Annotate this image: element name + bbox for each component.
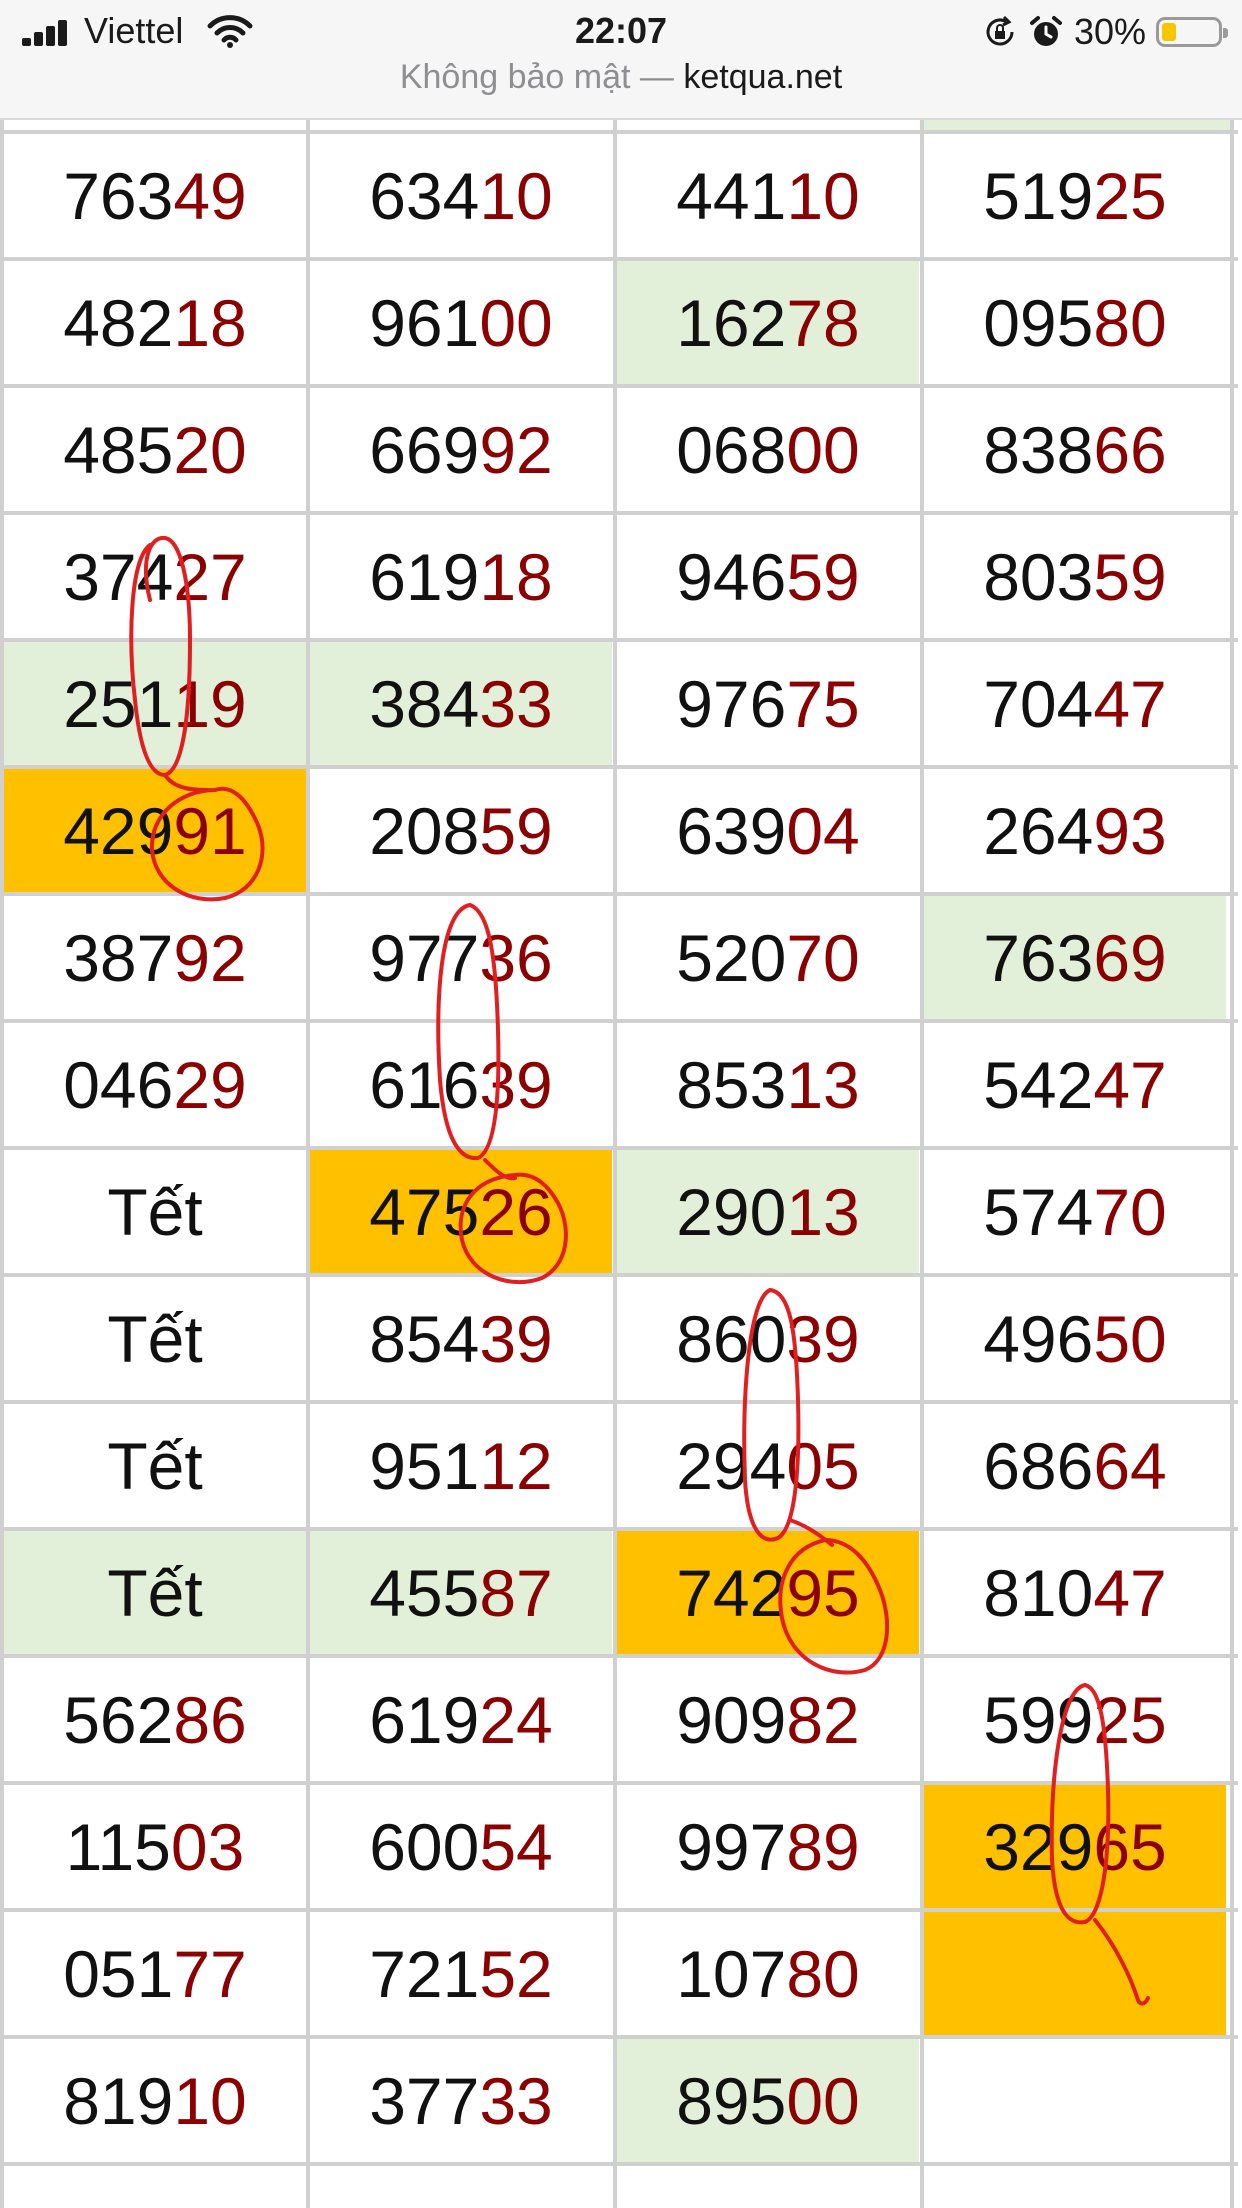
number-prefix: 686 — [983, 1428, 1094, 1503]
result-cell — [617, 515, 919, 638]
number-last-two-digits: 82 — [786, 1682, 860, 1757]
number-prefix: 961 — [369, 285, 480, 360]
number-prefix: 384 — [369, 666, 480, 741]
result-cell — [924, 2039, 1226, 2162]
result-cell — [924, 642, 1226, 765]
number-prefix: 997 — [676, 1809, 787, 1884]
number-prefix: 519 — [983, 158, 1094, 233]
number-prefix: 803 — [983, 539, 1094, 614]
result-cell — [4, 896, 306, 1019]
number-prefix: 860 — [676, 1301, 787, 1376]
url-host: ketqua.net — [683, 58, 843, 96]
number-last-two-digits: 29 — [173, 1047, 247, 1122]
number-last-two-digits: 04 — [786, 793, 860, 868]
result-cell — [4, 1912, 306, 2035]
number-last-two-digits: 39 — [479, 1047, 553, 1122]
result-cell — [924, 1531, 1226, 1654]
number-last-two-digits: 19 — [173, 666, 247, 741]
number-last-two-digits: 13 — [786, 1047, 860, 1122]
result-cell — [4, 1531, 306, 1654]
number-prefix: 429 — [63, 793, 174, 868]
number-last-two-digits: 25 — [1093, 1682, 1167, 1757]
number-last-two-digits: 13 — [786, 1174, 860, 1249]
number-prefix: 951 — [369, 1428, 480, 1503]
number-last-two-digits: 80 — [786, 1936, 860, 2011]
result-cell — [924, 896, 1226, 1019]
number-prefix: 068 — [676, 412, 787, 487]
number-last-two-digits: 69 — [1093, 920, 1167, 995]
result-cell — [617, 1277, 919, 1400]
result-cell — [4, 261, 306, 384]
number-last-two-digits: 10 — [786, 158, 860, 233]
number-prefix: 946 — [676, 539, 787, 614]
number-last-two-digits: 66 — [1093, 412, 1167, 487]
result-cell — [924, 1785, 1226, 1908]
result-cell — [617, 1912, 919, 2035]
number-last-two-digits: 77 — [173, 1936, 247, 2011]
result-cell — [310, 388, 612, 511]
number-prefix: 387 — [63, 920, 174, 995]
not-secure-label: Không bảo mật — — [399, 58, 674, 96]
number-last-two-digits: 00 — [786, 412, 860, 487]
result-cell — [617, 1150, 919, 1273]
result-cell — [924, 134, 1226, 257]
result-cell — [617, 642, 919, 765]
number-last-two-digits: 87 — [479, 1555, 553, 1630]
result-cell — [4, 134, 306, 257]
number-prefix: Tết — [107, 1301, 203, 1376]
number-prefix: 482 — [63, 285, 174, 360]
number-prefix: 704 — [983, 666, 1094, 741]
number-last-two-digits: 25 — [1093, 158, 1167, 233]
result-cell — [4, 388, 306, 511]
number-last-two-digits: 50 — [1093, 1301, 1167, 1376]
number-last-two-digits: 64 — [1093, 1428, 1167, 1503]
number-prefix: 485 — [63, 412, 174, 487]
number-last-two-digits: 18 — [479, 539, 553, 614]
result-cell — [924, 1658, 1226, 1781]
number-prefix: 977 — [369, 920, 480, 995]
number-last-two-digits: 05 — [786, 1428, 860, 1503]
number-last-two-digits: 89 — [786, 1809, 860, 1884]
number-last-two-digits: 33 — [479, 666, 553, 741]
number-prefix: 600 — [369, 1809, 480, 1884]
number-prefix: 542 — [983, 1047, 1094, 1122]
number-prefix: 810 — [983, 1555, 1094, 1630]
alarm-icon — [1028, 14, 1064, 50]
number-prefix: 441 — [676, 158, 787, 233]
result-cell — [310, 261, 612, 384]
number-last-two-digits: 18 — [173, 285, 247, 360]
number-last-two-digits: 26 — [479, 1174, 553, 1249]
number-last-two-digits: 70 — [786, 920, 860, 995]
results-table — [0, 120, 1242, 2208]
number-prefix: 599 — [983, 1682, 1094, 1757]
result-cell — [924, 1150, 1226, 1273]
number-prefix: Tết — [107, 1428, 203, 1503]
result-cell — [4, 769, 306, 892]
number-prefix: 520 — [676, 920, 787, 995]
address-bar[interactable] — [0, 58, 1242, 97]
number-last-two-digits: 92 — [479, 412, 553, 487]
number-prefix: 562 — [63, 1682, 174, 1757]
result-cell — [4, 1404, 306, 1527]
number-prefix: 264 — [983, 793, 1094, 868]
number-last-two-digits: 20 — [173, 412, 247, 487]
number-prefix: 619 — [369, 539, 480, 614]
result-cell — [617, 1785, 919, 1908]
number-last-two-digits: 70 — [1093, 1174, 1167, 1249]
column-divider — [1230, 120, 1234, 2208]
result-cell — [617, 1404, 919, 1527]
result-cell — [4, 1658, 306, 1781]
number-prefix: 639 — [676, 793, 787, 868]
number-prefix: 669 — [369, 412, 480, 487]
result-cell — [617, 1023, 919, 1146]
result-cell — [617, 896, 919, 1019]
result-cell — [617, 1658, 919, 1781]
result-cell — [617, 1531, 919, 1654]
result-cell — [924, 1912, 1226, 2035]
number-last-two-digits: 80 — [1093, 285, 1167, 360]
number-prefix: 763 — [63, 158, 174, 233]
result-cell — [310, 1277, 612, 1400]
number-last-two-digits: 03 — [170, 1809, 245, 1884]
number-prefix: 721 — [369, 1936, 480, 2011]
number-last-two-digits: 54 — [479, 1809, 553, 1884]
number-last-two-digits: 52 — [479, 1936, 553, 2011]
number-last-two-digits: 59 — [479, 793, 553, 868]
rotation-lock-icon — [982, 14, 1018, 50]
number-prefix: 162 — [676, 285, 787, 360]
number-last-two-digits: 75 — [786, 666, 860, 741]
result-cell — [310, 1658, 612, 1781]
result-cell — [310, 769, 612, 892]
number-prefix: Tết — [107, 1174, 203, 1249]
number-prefix: 294 — [676, 1428, 787, 1503]
number-last-two-digits: 00 — [479, 285, 553, 360]
number-prefix: 819 — [63, 2063, 174, 2138]
status-time: 22:07 — [574, 10, 668, 51]
result-cell — [924, 769, 1226, 892]
number-last-two-digits: 39 — [479, 1301, 553, 1376]
number-prefix: 619 — [369, 1682, 480, 1757]
number-prefix: 046 — [63, 1047, 174, 1122]
status-right-group — [982, 10, 1222, 54]
result-cell — [924, 515, 1226, 638]
number-last-two-digits: 12 — [479, 1428, 553, 1503]
result-cell — [924, 388, 1226, 511]
result-cell — [617, 388, 919, 511]
number-last-two-digits: 93 — [1093, 793, 1167, 868]
result-cell — [617, 261, 919, 384]
number-last-two-digits: 47 — [1093, 666, 1167, 741]
number-prefix: 290 — [676, 1174, 787, 1249]
result-cell — [4, 1277, 306, 1400]
result-cell — [924, 261, 1226, 384]
number-prefix: 634 — [369, 158, 480, 233]
number-last-two-digits: 27 — [173, 539, 247, 614]
result-cell — [4, 1150, 306, 1273]
result-cell — [4, 642, 306, 765]
number-last-two-digits: 95 — [786, 1555, 860, 1630]
number-prefix: 115 — [65, 1809, 171, 1884]
result-cell — [310, 1785, 612, 1908]
number-prefix: 329 — [983, 1809, 1094, 1884]
carrier-name: Viettel — [84, 10, 184, 51]
number-prefix: 251 — [63, 666, 174, 741]
number-prefix: 377 — [369, 2063, 480, 2138]
number-prefix: 616 — [369, 1047, 480, 1122]
number-prefix: 763 — [983, 920, 1094, 995]
result-cell — [924, 1023, 1226, 1146]
number-prefix: 909 — [676, 1682, 787, 1757]
number-last-two-digits: 91 — [173, 793, 247, 868]
result-cell — [310, 134, 612, 257]
number-prefix: 496 — [983, 1301, 1094, 1376]
result-cell — [4, 1785, 306, 1908]
number-last-two-digits: 92 — [173, 920, 247, 995]
number-last-two-digits: 36 — [479, 920, 553, 995]
number-last-two-digits: 47 — [1093, 1555, 1167, 1630]
result-cell — [4, 515, 306, 638]
result-cell — [310, 515, 612, 638]
number-prefix: 895 — [676, 2063, 787, 2138]
status-bar — [0, 0, 1242, 120]
result-cell — [4, 2039, 306, 2162]
result-cell — [924, 1277, 1226, 1400]
number-prefix: 051 — [63, 1936, 174, 2011]
number-prefix: 838 — [983, 412, 1094, 487]
row-divider — [0, 2162, 1238, 2166]
number-prefix: 976 — [676, 666, 787, 741]
number-prefix: 455 — [369, 1555, 480, 1630]
number-prefix: 107 — [676, 1936, 787, 2011]
result-cell — [310, 1404, 612, 1527]
result-cell — [310, 896, 612, 1019]
battery-icon — [1156, 17, 1222, 47]
number-last-two-digits: 24 — [479, 1682, 553, 1757]
number-last-two-digits: 78 — [786, 285, 860, 360]
number-last-two-digits: 59 — [1093, 539, 1167, 614]
number-last-two-digits: 59 — [786, 539, 860, 614]
number-last-two-digits: 49 — [173, 158, 247, 233]
number-last-two-digits: 00 — [786, 2063, 860, 2138]
number-prefix: 095 — [983, 285, 1094, 360]
number-prefix: 854 — [369, 1301, 480, 1376]
result-cell — [617, 134, 919, 257]
number-prefix: 374 — [63, 539, 174, 614]
number-prefix: 208 — [369, 793, 480, 868]
number-last-two-digits: 39 — [786, 1301, 860, 1376]
number-prefix: 574 — [983, 1174, 1094, 1249]
result-cell — [310, 1150, 612, 1273]
result-cell — [617, 2039, 919, 2162]
number-last-two-digits: 10 — [479, 158, 553, 233]
result-cell — [310, 2039, 612, 2162]
number-prefix: 475 — [369, 1174, 480, 1249]
result-cell — [310, 1023, 612, 1146]
result-cell — [310, 1531, 612, 1654]
number-prefix: 853 — [676, 1047, 787, 1122]
number-prefix: 742 — [676, 1555, 787, 1630]
number-last-two-digits: 47 — [1093, 1047, 1167, 1122]
number-last-two-digits: 10 — [173, 2063, 247, 2138]
number-last-two-digits: 33 — [479, 2063, 553, 2138]
result-cell — [310, 642, 612, 765]
result-cell — [924, 1404, 1226, 1527]
number-last-two-digits: 86 — [173, 1682, 247, 1757]
result-cell — [4, 1023, 306, 1146]
result-cell — [617, 769, 919, 892]
battery-percent: 30% — [1073, 11, 1146, 52]
number-last-two-digits: 65 — [1093, 1809, 1167, 1884]
number-prefix: Tết — [107, 1555, 203, 1630]
result-cell — [310, 1912, 612, 2035]
